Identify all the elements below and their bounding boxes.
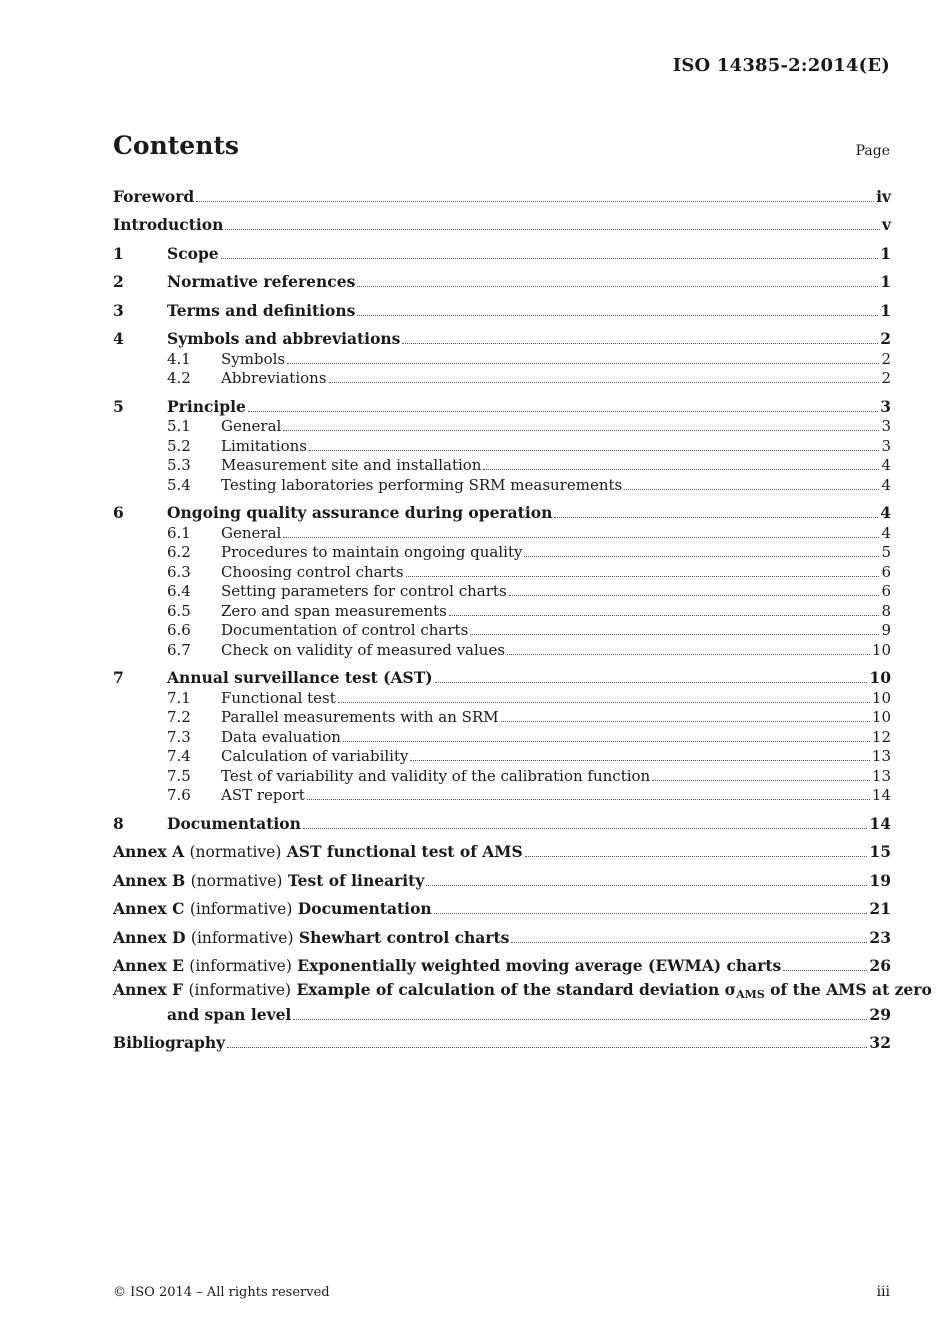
toc-entry-annex-c[interactable]	[113, 899, 891, 919]
footer-page-number: iii	[876, 1284, 890, 1300]
toc-entry-7-4[interactable]	[113, 746, 891, 766]
leader-dots	[293, 1019, 867, 1020]
toc-page: 21	[869, 899, 891, 918]
leader-dots	[303, 828, 868, 829]
toc-entry-annex-f[interactable]	[113, 980, 932, 1004]
toc-number: 4.1	[167, 349, 191, 368]
toc-title: Ongoing quality assurance during operation	[167, 503, 553, 522]
toc-number: 8	[113, 813, 124, 833]
toc-number: 6	[113, 503, 124, 522]
toc-entry-6-4[interactable]	[113, 581, 891, 601]
toc-title: Measurement site and installation	[221, 456, 482, 474]
toc-page: 9	[881, 621, 891, 639]
toc-number: 5.4	[167, 475, 191, 494]
toc-title: Scope	[167, 243, 219, 263]
toc-number: 7.3	[167, 727, 191, 746]
toc-entry-annex-f-continued[interactable]	[113, 1004, 891, 1024]
toc-entry-4-2[interactable]	[113, 368, 891, 388]
toc-page: 4	[881, 475, 891, 494]
toc-number: 2	[113, 272, 124, 291]
toc-title: Calculation of variability	[221, 747, 409, 765]
page-column-label: Page	[855, 143, 890, 159]
toc-entry-section-1[interactable]	[113, 243, 891, 263]
toc-title: Parallel measurements with an SRM	[221, 708, 499, 726]
toc-title: Documentation	[167, 813, 301, 833]
toc-title: Abbreviations	[221, 369, 327, 387]
leader-dots	[652, 780, 870, 781]
annex-title: Documentation	[297, 899, 432, 918]
leader-dots	[435, 682, 868, 683]
annex-type: (informative)	[188, 981, 292, 999]
toc-number: 6.4	[167, 582, 191, 600]
annex-type: (normative)	[189, 843, 282, 861]
toc-entry-annex-e[interactable]	[113, 956, 891, 976]
toc-title: Data evaluation	[221, 727, 341, 746]
table-of-contents	[113, 186, 932, 1052]
toc-title: AST report	[221, 786, 305, 804]
toc-page: 23	[869, 927, 891, 947]
toc-entry-7-1[interactable]	[113, 687, 891, 707]
toc-title	[113, 957, 781, 975]
toc-entry-5-4[interactable]	[113, 474, 891, 494]
toc-number: 6.1	[167, 523, 191, 542]
leader-dots	[309, 450, 879, 451]
toc-number: 7.4	[167, 747, 191, 765]
annex-title-part1: Example of calculation of the standard deviation	[296, 980, 725, 999]
leader-dots	[470, 634, 879, 635]
toc-entry-5-3[interactable]	[113, 455, 891, 475]
toc-entry-annex-b[interactable]	[113, 870, 891, 890]
toc-entry-7-5[interactable]	[113, 765, 891, 785]
toc-title: Testing laboratories performing SRM measurements	[221, 475, 623, 494]
leader-dots	[196, 201, 874, 202]
toc-number: 4.2	[167, 369, 191, 387]
page-title: Contents	[113, 131, 240, 160]
sigma-symbol: $\sigma_{AMS}$	[724, 980, 765, 1001]
toc-page: 4	[880, 503, 891, 522]
toc-title: General	[221, 523, 282, 542]
toc-entry-6-1[interactable]	[113, 522, 891, 542]
toc-page: 2	[880, 329, 891, 348]
toc-page: 12	[871, 727, 891, 746]
annex-label: Annex B	[113, 870, 186, 890]
leader-dots	[449, 615, 880, 616]
toc-entry-5-1[interactable]	[113, 416, 891, 436]
annex-title: Shewhart control charts	[298, 927, 510, 947]
toc-page: v	[881, 215, 891, 234]
toc-title	[113, 900, 432, 918]
leader-dots	[406, 576, 880, 577]
leader-dots	[307, 799, 870, 800]
toc-title	[113, 981, 932, 1004]
leader-dots	[357, 286, 878, 287]
toc-number: 6.3	[167, 562, 191, 581]
toc-number: 5	[113, 396, 124, 416]
toc-page: 13	[871, 766, 891, 785]
toc-number: 7.2	[167, 708, 191, 726]
toc-entry-section-7[interactable]	[113, 668, 891, 688]
leader-dots	[221, 258, 879, 259]
toc-title: Choosing control charts	[221, 562, 404, 581]
toc-title: General	[221, 417, 282, 435]
toc-page: 1	[880, 243, 891, 263]
toc-entry-bibliography[interactable]	[113, 1033, 891, 1053]
toc-title: Limitations	[221, 436, 307, 455]
toc-page: 15	[869, 842, 891, 861]
toc-entry-4-1[interactable]	[113, 348, 891, 368]
annex-label: Annex A	[113, 842, 185, 861]
leader-dots	[511, 942, 867, 943]
standard-reference: ISO 14385-2:2014(E)	[672, 55, 890, 76]
leader-dots	[338, 702, 870, 703]
toc-title: Principle	[167, 396, 246, 416]
leader-dots	[402, 343, 878, 344]
toc-page: 3	[880, 396, 891, 416]
annex-type: (informative)	[190, 928, 294, 947]
toc-number: 6.6	[167, 621, 191, 639]
leader-dots	[624, 489, 879, 490]
toc-title: Check on validity of measured values	[221, 640, 506, 659]
leader-dots	[343, 741, 870, 742]
leader-dots	[554, 517, 878, 518]
toc-page: 14	[869, 813, 891, 833]
toc-number: 3	[113, 300, 124, 320]
leader-dots	[426, 885, 867, 886]
toc-page: 14	[871, 786, 891, 804]
toc-page: 4	[881, 523, 891, 542]
annex-type: (normative)	[190, 871, 283, 890]
toc-entry-7-2[interactable]	[113, 707, 891, 727]
toc-title: Annual surveillance test (AST)	[167, 668, 433, 687]
toc-number: 4	[113, 329, 124, 348]
toc-entry-section-3[interactable]	[113, 300, 891, 320]
leader-dots	[283, 537, 879, 538]
annex-title: AST functional test of AMS	[286, 842, 523, 861]
toc-entry-introduction[interactable]	[113, 215, 891, 235]
annex-label: Annex E	[113, 956, 184, 975]
toc-entry-section-4[interactable]	[113, 329, 891, 349]
footer-copyright: © ISO 2014 – All rights reserved	[113, 1285, 330, 1300]
toc-entry-6-7[interactable]	[113, 639, 891, 659]
toc-page: 2	[881, 369, 891, 387]
toc-entry-section-8[interactable]	[113, 813, 891, 833]
toc-page: 10	[871, 640, 891, 659]
toc-number: 1	[113, 243, 124, 263]
leader-dots	[524, 556, 879, 557]
toc-entry-5-2[interactable]	[113, 435, 891, 455]
toc-title: Normative references	[167, 272, 356, 291]
toc-title: Procedures to maintain ongoing quality	[221, 543, 523, 561]
leader-dots	[783, 970, 867, 971]
toc-page: 3	[881, 417, 891, 435]
toc-page: 32	[869, 1033, 891, 1052]
annex-title: Exponentially weighted moving average (EWMA) charts	[297, 956, 782, 975]
toc-entry-6-3[interactable]	[113, 561, 891, 581]
leader-dots	[509, 595, 880, 596]
toc-title: Symbols	[221, 349, 286, 368]
leader-dots	[329, 382, 880, 383]
toc-entry-section-5[interactable]	[113, 396, 891, 416]
leader-dots	[287, 363, 879, 364]
annex-label: Annex C	[113, 899, 185, 918]
toc-page: iv	[876, 186, 891, 206]
leader-dots	[507, 654, 870, 655]
toc-page: 19	[869, 870, 891, 890]
leader-dots	[248, 411, 878, 412]
toc-entry-foreword[interactable]	[113, 186, 891, 206]
toc-page: 6	[881, 562, 891, 581]
toc-title: Introduction	[113, 215, 224, 234]
toc-title: Terms and definitions	[167, 300, 356, 320]
toc-entry-6-2[interactable]	[113, 542, 891, 562]
leader-dots	[434, 913, 868, 914]
toc-number: 7	[113, 668, 124, 687]
toc-number: 7.6	[167, 786, 191, 804]
toc-entry-7-3[interactable]	[113, 726, 891, 746]
toc-entry-6-5[interactable]	[113, 600, 891, 620]
toc-page: 10	[871, 688, 891, 707]
toc-page: 29	[869, 1004, 891, 1024]
toc-entry-annex-d[interactable]	[113, 927, 891, 947]
toc-number: 5.1	[167, 417, 191, 435]
toc-page: 1	[880, 272, 891, 291]
leader-dots	[227, 1047, 867, 1048]
toc-entry-section-6[interactable]	[113, 503, 891, 523]
annex-type: (informative)	[189, 900, 293, 918]
leader-dots	[410, 760, 869, 761]
toc-title: Setting parameters for control charts	[221, 582, 507, 600]
toc-entry-7-6[interactable]	[113, 785, 891, 805]
toc-number: 6.2	[167, 543, 191, 561]
toc-title	[113, 872, 424, 890]
toc-page: 8	[881, 601, 891, 620]
leader-dots	[357, 315, 878, 316]
toc-number: 7.5	[167, 766, 191, 785]
toc-title: Symbols and abbreviations	[167, 329, 401, 348]
annex-label: Annex F	[113, 980, 184, 999]
toc-page: 3	[881, 436, 891, 455]
toc-title: Zero and span measurements	[221, 601, 447, 620]
toc-title: Foreword	[113, 186, 195, 206]
annex-title: Test of linearity	[287, 870, 425, 890]
annex-label: Annex D	[113, 927, 186, 947]
toc-title: Test of variability and validity of the calibration function	[221, 766, 651, 785]
toc-number: 5.2	[167, 436, 191, 455]
toc-number: 6.5	[167, 601, 191, 620]
toc-page: 13	[871, 747, 891, 765]
toc-title: Functional test	[221, 688, 336, 707]
leader-dots	[525, 856, 868, 857]
toc-entry-annex-a[interactable]	[113, 842, 891, 862]
toc-page: 26	[869, 956, 891, 975]
toc-entry-6-6[interactable]	[113, 620, 891, 640]
toc-title: and span level	[167, 1004, 292, 1024]
toc-page: 5	[881, 543, 891, 561]
annex-type: (informative)	[189, 957, 292, 975]
toc-title	[113, 843, 523, 861]
toc-number: 7.1	[167, 688, 191, 707]
annex-title-part2: of the AMS at zero	[764, 980, 932, 999]
toc-title	[113, 929, 509, 947]
toc-page: 2	[881, 349, 891, 368]
leader-dots	[283, 430, 879, 431]
toc-page: 10	[871, 708, 891, 726]
leader-dots	[501, 721, 870, 722]
toc-entry-section-2[interactable]	[113, 272, 891, 292]
toc-page: 6	[881, 582, 891, 600]
toc-number: 5.3	[167, 456, 191, 474]
toc-page: 1	[880, 300, 891, 320]
toc-number: 6.7	[167, 640, 191, 659]
toc-title: Bibliography	[113, 1033, 226, 1052]
leader-dots	[483, 469, 879, 470]
toc-page: 10	[869, 668, 891, 687]
toc-page: 4	[881, 456, 891, 474]
toc-title: Documentation of control charts	[221, 621, 469, 639]
leader-dots	[225, 229, 880, 230]
